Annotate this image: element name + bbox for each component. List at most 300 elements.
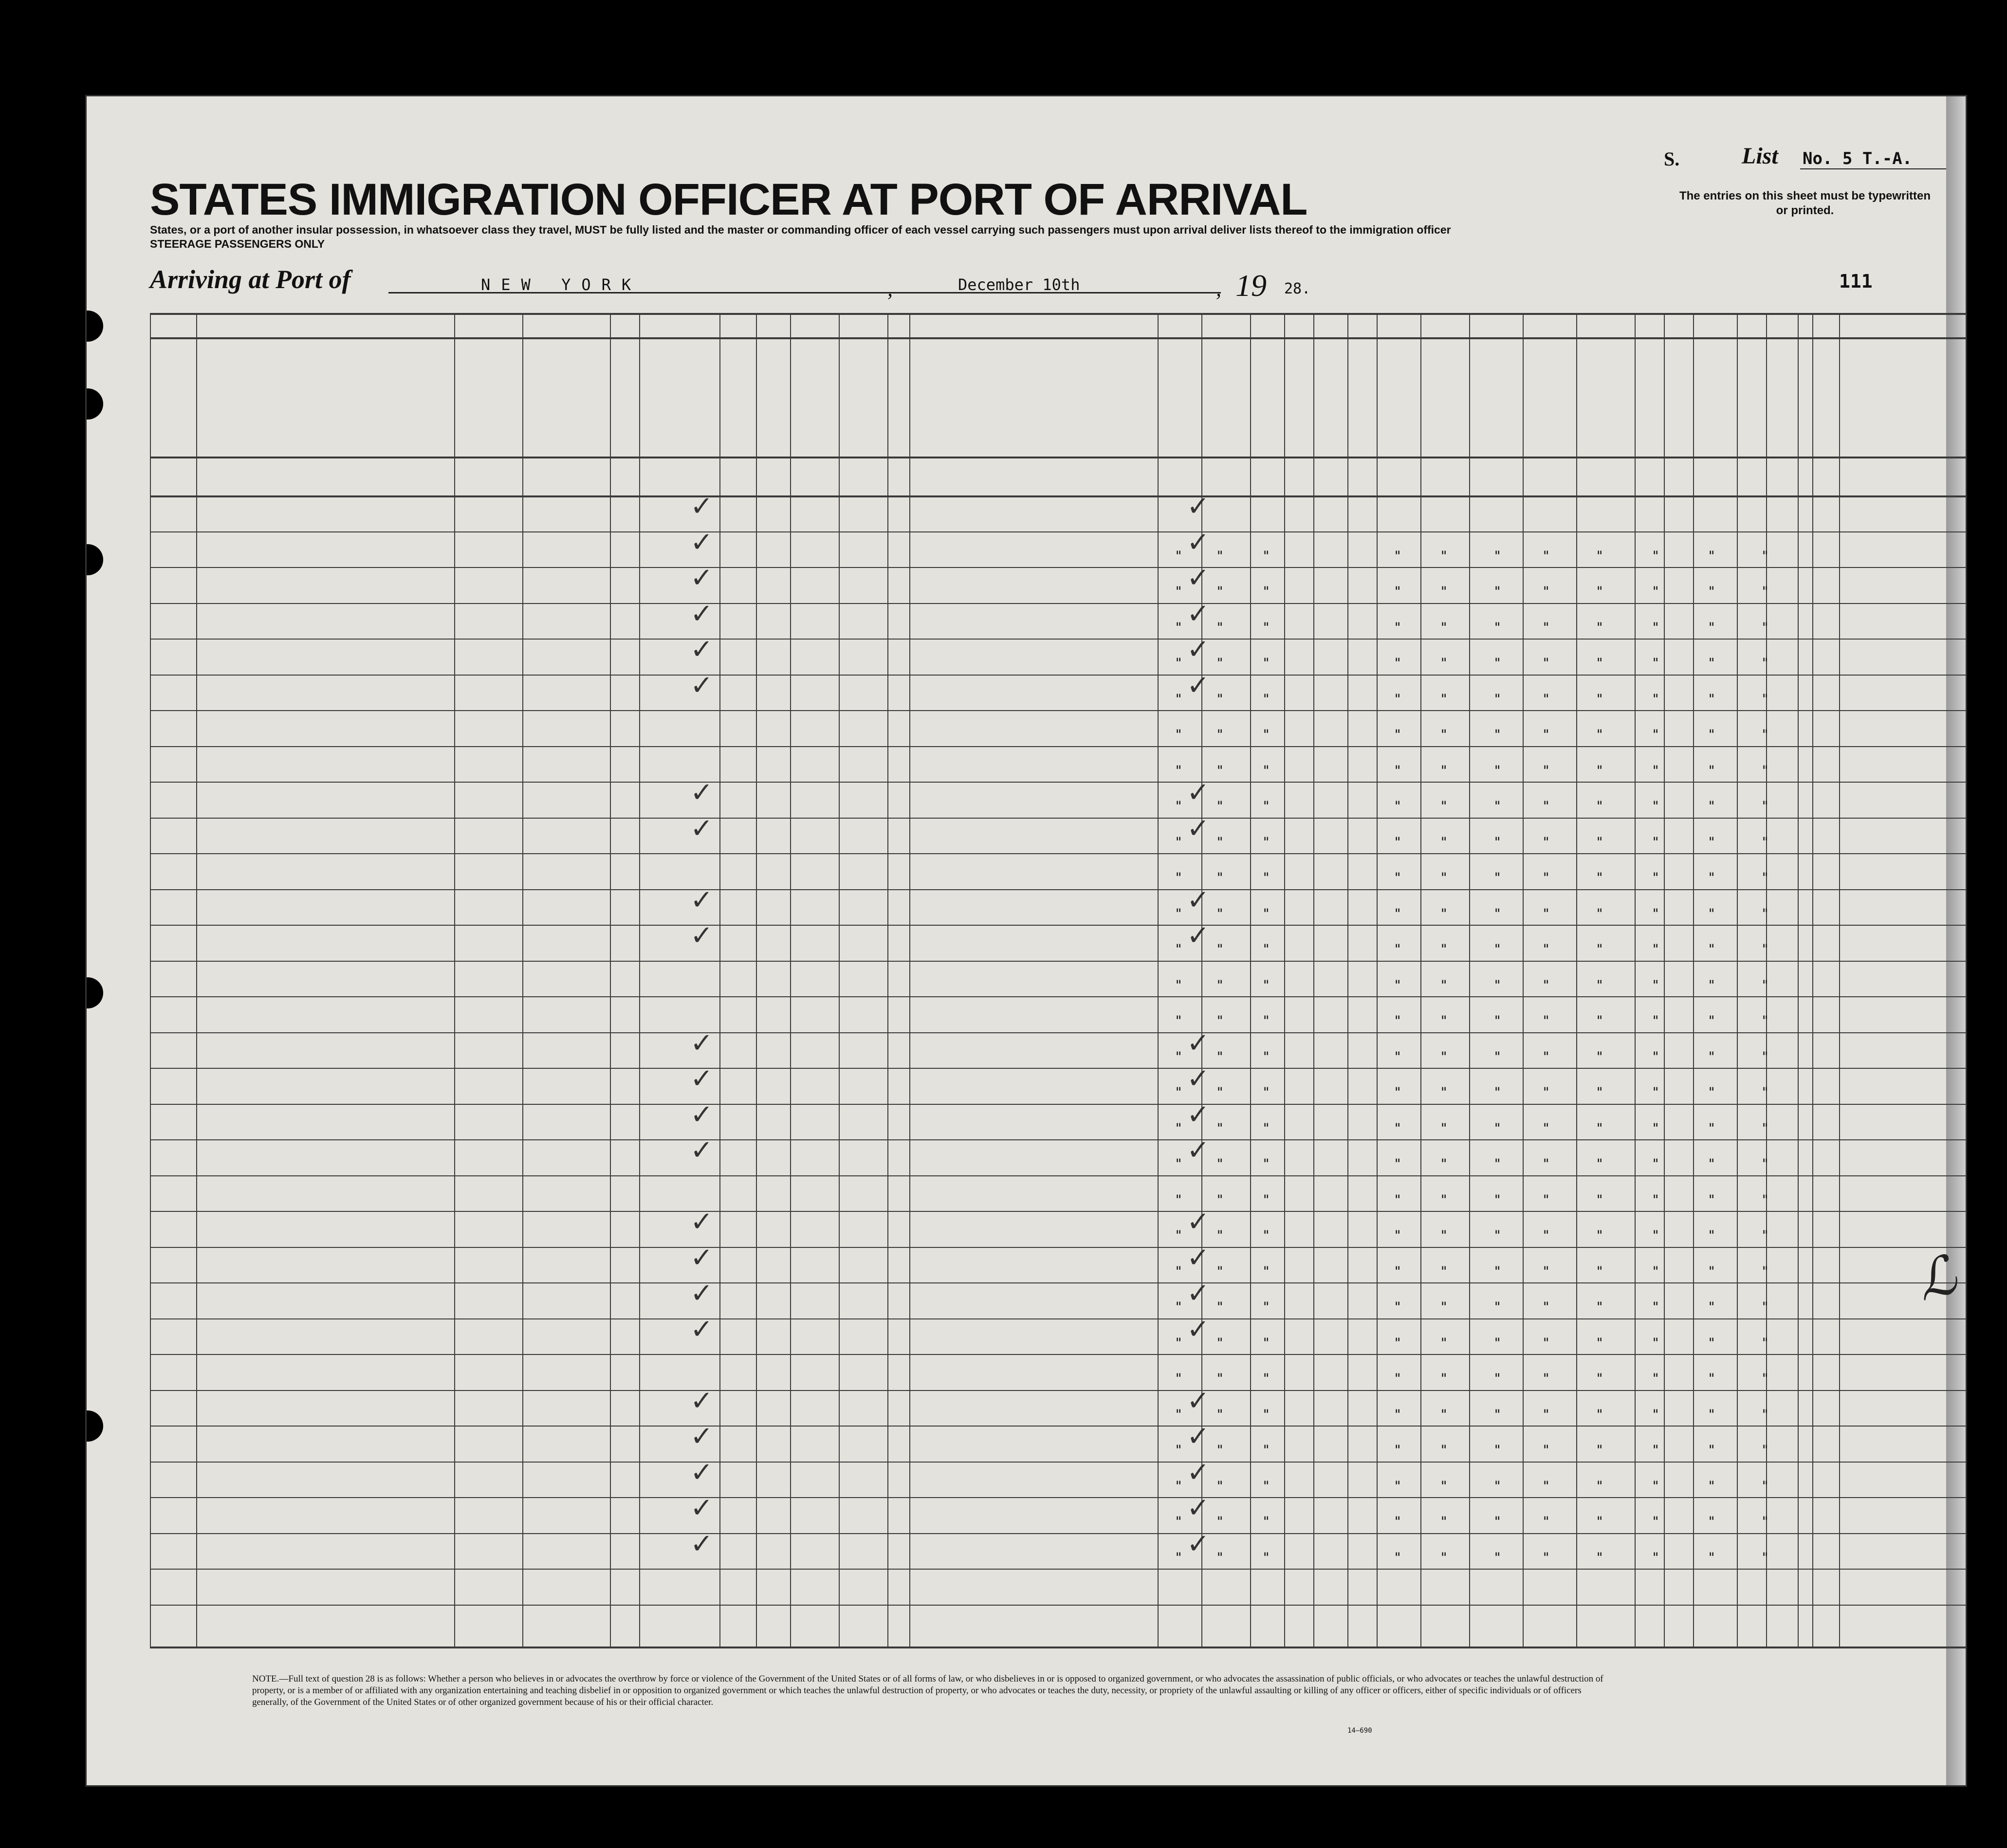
grid-vline: [1635, 313, 1636, 1647]
ditto-mark: ": [1652, 549, 1660, 564]
ditto-mark: ": [1216, 620, 1224, 635]
ditto-mark: ": [1493, 1049, 1502, 1064]
ditto-mark: ": [1175, 1371, 1183, 1386]
grid-vline: [1420, 313, 1421, 1647]
ditto-mark: ": [1216, 727, 1224, 742]
ditto-mark: ": [1708, 620, 1716, 635]
ditto-mark: ": [1440, 1479, 1448, 1494]
ditto-mark: ": [1175, 978, 1183, 993]
ditto-mark: ": [1440, 1443, 1448, 1458]
ditto-mark: ": [1216, 692, 1224, 707]
ditto-mark: ": [1394, 1121, 1402, 1136]
ditto-mark: ": [1652, 1049, 1660, 1064]
ditto-mark: ": [1216, 1264, 1224, 1279]
ditto-mark: ": [1652, 942, 1660, 957]
check-mark: ✓: [1187, 884, 1210, 916]
check-mark: ✓: [1187, 777, 1210, 808]
ditto-mark: ": [1596, 1013, 1604, 1028]
ditto-mark: ": [1652, 1479, 1660, 1494]
grid-hline: [150, 746, 1966, 747]
ditto-mark: ": [1652, 1336, 1660, 1351]
ditto-mark: ": [1440, 727, 1448, 742]
grid-hline: [150, 567, 1966, 568]
ditto-mark: ": [1652, 835, 1660, 850]
ditto-mark: ": [1652, 1443, 1660, 1458]
ditto-mark: ": [1761, 1156, 1769, 1171]
ditto-mark: ": [1542, 1371, 1550, 1386]
check-mark: ✓: [1187, 1134, 1210, 1166]
ditto-mark: ": [1542, 1192, 1550, 1208]
ditto-mark: ": [1542, 1264, 1550, 1279]
class-label: S.: [1664, 148, 1680, 170]
grid-vline: [610, 313, 611, 1647]
ditto-mark: ": [1394, 763, 1402, 778]
ditto-mark: ": [1394, 1407, 1402, 1422]
ditto-mark: ": [1708, 727, 1716, 742]
check-mark: ✓: [690, 813, 713, 844]
grid-hline: [150, 925, 1966, 926]
header-become-citizen: [1255, 357, 1267, 454]
check-mark: ✓: [690, 1099, 713, 1131]
grid-vline: [1693, 313, 1694, 1647]
ditto-mark: ": [1440, 1407, 1448, 1422]
header-feet: [1742, 415, 1753, 454]
page-number: 111: [1839, 271, 1873, 292]
grid-vline: [1523, 313, 1524, 1647]
ditto-mark: ": [1216, 1371, 1224, 1386]
ditto-mark: ": [1708, 1264, 1716, 1279]
ditto-mark: ": [1216, 1299, 1224, 1315]
grid-hline: [150, 1533, 1966, 1534]
ditto-mark: ": [1708, 763, 1716, 778]
check-mark: ✓: [1187, 1457, 1210, 1488]
ditto-mark: ": [1708, 1156, 1716, 1171]
ditto-mark: ": [1262, 620, 1270, 635]
ditto-mark: ": [1262, 692, 1270, 707]
grid-hline: [150, 1354, 1966, 1355]
ditto-mark: ": [1394, 799, 1402, 814]
ditto-mark: ": [1262, 549, 1270, 564]
ditto-mark: ": [1262, 656, 1270, 671]
grid-vline: [1966, 313, 1967, 1647]
ditto-mark: ": [1708, 1407, 1716, 1422]
ditto-mark: ": [1493, 870, 1502, 885]
check-mark: ✓: [690, 1385, 713, 1417]
ditto-mark: ": [1216, 1443, 1224, 1458]
grid-vline: [909, 313, 910, 1647]
grid-vline: [790, 313, 791, 1647]
year-suffix: 28.: [1284, 280, 1311, 297]
ditto-mark: ": [1216, 1550, 1224, 1565]
ditto-mark: ": [1761, 870, 1769, 885]
ditto-mark: ": [1440, 1228, 1448, 1243]
check-mark: ✓: [690, 562, 713, 594]
ditto-mark: ": [1596, 1443, 1604, 1458]
ditto-mark: ": [1394, 870, 1402, 885]
list-underline: [1800, 168, 1946, 169]
ditto-mark: ": [1175, 1121, 1183, 1136]
ditto-mark: ": [1394, 1085, 1402, 1100]
ditto-mark: ": [1493, 906, 1502, 921]
ditto-mark: ": [1761, 1013, 1769, 1028]
punch-hole: [85, 1410, 103, 1442]
ditto-mark: ": [1175, 942, 1183, 957]
punch-hole: [85, 311, 103, 342]
ditto-mark: ": [1493, 1264, 1502, 1279]
grid-hline: [150, 782, 1966, 783]
grid-vline: [887, 313, 888, 1647]
ditto-mark: ": [1596, 1156, 1604, 1171]
ditto-mark: ": [1175, 1085, 1183, 1100]
ditto-mark: ": [1761, 978, 1769, 993]
grid-vline: [1798, 313, 1799, 1647]
ditto-mark: ": [1175, 1514, 1183, 1529]
ditto-mark: ": [1440, 942, 1448, 957]
ditto-mark: ": [1175, 1013, 1183, 1028]
grid-hline: [150, 1647, 1966, 1648]
ditto-mark: ": [1761, 549, 1769, 564]
check-mark: ✓: [1187, 1206, 1210, 1238]
ditto-mark: ": [1262, 1085, 1270, 1100]
ditto-mark: ": [1394, 1228, 1402, 1243]
ditto-mark: ": [1493, 1479, 1502, 1494]
grid-vline: [1469, 313, 1470, 1647]
grid-hline: [150, 1175, 1966, 1176]
ditto-mark: ": [1493, 1443, 1502, 1458]
grid-hline: [150, 1104, 1966, 1105]
ditto-mark: ": [1761, 656, 1769, 671]
ditto-mark: ": [1708, 1479, 1716, 1494]
ditto-mark: ": [1394, 1443, 1402, 1458]
ditto-mark: ": [1761, 1479, 1769, 1494]
page-edge: [1946, 96, 1966, 1785]
ditto-mark: ": [1708, 1121, 1716, 1136]
grid-vline: [150, 313, 151, 1647]
ditto-mark: ": [1394, 1156, 1402, 1171]
ditto-mark: ": [1440, 1550, 1448, 1565]
ditto-mark: ": [1493, 620, 1502, 635]
ditto-mark: ": [1493, 656, 1502, 671]
ditto-mark: ": [1542, 978, 1550, 993]
ditto-mark: ": [1596, 692, 1604, 707]
ditto-mark: ": [1761, 620, 1769, 635]
ditto-mark: ": [1175, 763, 1183, 778]
ditto-mark: ": [1175, 1264, 1183, 1279]
ditto-mark: ": [1394, 1049, 1402, 1064]
ditto-mark: ": [1493, 763, 1502, 778]
ditto-mark: ": [1596, 1264, 1604, 1279]
ditto-mark: ": [1175, 1479, 1183, 1494]
ditto-mark: ": [1708, 1514, 1716, 1529]
ditto-mark: ": [1596, 1192, 1604, 1208]
ditto-mark: ": [1175, 1336, 1183, 1351]
grid-hline: [150, 1211, 1966, 1212]
grid-hline: [150, 1390, 1966, 1391]
ditto-mark: ": [1652, 727, 1660, 742]
ditto-mark: ": [1440, 584, 1448, 599]
ditto-mark: ": [1652, 1156, 1660, 1171]
ditto-mark: ": [1175, 870, 1183, 885]
grid-hline: [150, 1569, 1966, 1570]
subtitle-text: States, or a port of another insular possession, in whatsoever class they travel, MUST be fully listed and the master or commanding officer of each vessel carrying such passengers must upon arrival deliver lists thereof to the immigration officer: [150, 223, 1451, 236]
grid-hline: [150, 1497, 1966, 1498]
ditto-mark: ": [1440, 549, 1448, 564]
ditto-mark: ": [1652, 1085, 1660, 1100]
ditto-mark: ": [1216, 942, 1224, 957]
ditto-mark: ": [1542, 942, 1550, 957]
ditto-mark: ": [1175, 1407, 1183, 1422]
ditto-mark: ": [1652, 1371, 1660, 1386]
ditto-mark: ": [1440, 1121, 1448, 1136]
ditto-mark: ": [1652, 978, 1660, 993]
ditto-mark: ": [1394, 692, 1402, 707]
ditto-mark: ": [1708, 656, 1716, 671]
ditto-mark: ": [1493, 1156, 1502, 1171]
grid-vline: [1377, 313, 1378, 1647]
ditto-mark: ": [1652, 1192, 1660, 1208]
check-mark: ✓: [690, 1457, 713, 1488]
check-mark: ✓: [690, 1063, 713, 1095]
port-value: NEW YORK: [481, 275, 642, 294]
header-overthrow: [1530, 342, 1542, 454]
ditto-mark: ": [1394, 1013, 1402, 1028]
ditto-mark: ": [1493, 1013, 1502, 1028]
ditto-mark: ": [1440, 1192, 1448, 1208]
ditto-mark: ": [1652, 1228, 1660, 1243]
ditto-mark: ": [1262, 835, 1270, 850]
ditto-mark: ": [1394, 978, 1402, 993]
check-mark: ✓: [1187, 562, 1210, 594]
form-number: 14—690: [1347, 1727, 1372, 1735]
ditto-mark: ": [1596, 1299, 1604, 1315]
ditto-mark: ": [1262, 1264, 1270, 1279]
ditto-mark: ": [1708, 942, 1716, 957]
ditto-mark: ": [1542, 1013, 1550, 1028]
ditto-mark: ": [1262, 1407, 1270, 1422]
page-subtitle: [150, 223, 1635, 251]
ditto-mark: ": [1262, 906, 1270, 921]
ditto-mark: ": [1216, 763, 1224, 778]
ditto-mark: ": [1493, 1192, 1502, 1208]
ditto-mark: ": [1216, 656, 1224, 671]
check-mark: ✓: [1187, 1278, 1210, 1309]
check-mark: ✓: [1187, 1492, 1210, 1524]
ditto-mark: ": [1262, 978, 1270, 993]
ditto-mark: ": [1262, 1228, 1270, 1243]
ditto-mark: ": [1440, 1514, 1448, 1529]
ditto-mark: ": [1440, 1013, 1448, 1028]
check-mark: ✓: [1187, 813, 1210, 844]
header-deported: [1639, 342, 1651, 454]
ditto-mark: ": [1596, 549, 1604, 564]
ditto-mark: ": [1652, 1514, 1660, 1529]
ditto-mark: ": [1761, 727, 1769, 742]
ditto-mark: ": [1175, 906, 1183, 921]
ditto-mark: ": [1216, 1156, 1224, 1171]
ditto-mark: ": [1761, 906, 1769, 921]
check-mark: ✓: [690, 527, 713, 558]
check-mark: ✓: [1187, 1063, 1210, 1095]
ditto-mark: ": [1761, 835, 1769, 850]
grid-vline: [1576, 313, 1577, 1647]
grid-hline: [150, 639, 1966, 640]
ditto-mark: ": [1596, 1514, 1604, 1529]
ditto-mark: ": [1440, 1336, 1448, 1351]
ditto-mark: ": [1652, 620, 1660, 635]
ditto-mark: ": [1542, 1443, 1550, 1458]
ditto-mark: ": [1652, 1264, 1660, 1279]
ditto-mark: ": [1708, 835, 1716, 850]
grid-hline: [150, 1282, 1966, 1283]
grid-vline: [522, 313, 523, 1647]
header-anarchist: [1476, 342, 1488, 454]
ditto-mark: ": [1440, 1299, 1448, 1315]
grid-hline: [150, 1139, 1966, 1140]
ditto-mark: ": [1542, 549, 1550, 564]
grid-vline: [1250, 313, 1251, 1647]
ditto-mark: ": [1596, 835, 1604, 850]
ditto-mark: ": [1216, 1049, 1224, 1064]
footnote: NOTE.—Full text of question 28 is as follows: Whether a person who believes in or advocates the overthrow by force or violence of the Government of the United States or of all forms of law, or who disbelieves in or is opposed to organized government, or who advocates the assassination of public officials, or who advocates or teaches the unlawful destruction of property, or is a member of or affiliated with any organization entertaining and teaching disbelief in or opposition to organized government or which teaches the unlawful destruction of property, or who advocates or teaches the duty, necessity, or propriety of the unlawful assaulting or killing of any officer or officers, either of specific individuals or of officers generally, of the Government of the United States or of other organized government because of his or their official character.: [252, 1674, 1603, 1707]
header-money-50: [722, 342, 734, 454]
ditto-mark: ": [1394, 1514, 1402, 1529]
check-mark: ✓: [690, 1242, 713, 1274]
punch-hole: [85, 977, 103, 1008]
ditto-mark: ": [1216, 835, 1224, 850]
ditto-mark: ": [1216, 1514, 1224, 1529]
ditto-mark: ": [1652, 1121, 1660, 1136]
ditto-mark: ": [1708, 1336, 1716, 1351]
ditto-mark: ": [1440, 870, 1448, 885]
ditto-mark: ": [1175, 799, 1183, 814]
ditto-mark: ": [1493, 799, 1502, 814]
check-mark: ✓: [1187, 598, 1210, 630]
ditto-mark: ": [1394, 1336, 1402, 1351]
ditto-mark: ": [1542, 1156, 1550, 1171]
ditto-mark: ": [1761, 584, 1769, 599]
ditto-mark: ": [1761, 1371, 1769, 1386]
ditto-mark: ": [1394, 549, 1402, 564]
ditto-mark: ": [1394, 1550, 1402, 1565]
list-label: List: [1742, 143, 1778, 169]
grid-hline: [150, 889, 1966, 890]
ditto-mark: ": [1175, 620, 1183, 635]
header-inches: [1771, 415, 1783, 454]
ditto-mark: ": [1761, 1228, 1769, 1243]
ditto-mark: ": [1394, 1264, 1402, 1279]
ditto-mark: ": [1394, 620, 1402, 635]
grid-hline: [150, 1032, 1966, 1033]
header-ticket: [615, 342, 626, 454]
ditto-mark: ": [1394, 727, 1402, 742]
ditto-mark: ": [1175, 656, 1183, 671]
grid-vline: [639, 313, 640, 1647]
ditto-mark: ": [1216, 1121, 1224, 1136]
ditto-mark: ": [1542, 1479, 1550, 1494]
ditto-mark: ": [1708, 1192, 1716, 1208]
ditto-mark: ": [1596, 1085, 1604, 1100]
ditto-mark: ": [1262, 1192, 1270, 1208]
header-prison: [1381, 342, 1393, 454]
ditto-mark: ": [1708, 978, 1716, 993]
ditto-mark: ": [1761, 1514, 1769, 1529]
ditto-mark: ": [1440, 1085, 1448, 1100]
ditto-mark: ": [1493, 1336, 1502, 1351]
ditto-mark: ": [1262, 870, 1270, 885]
ditto-mark: ": [1216, 1013, 1224, 1028]
grid-hline: [150, 495, 1966, 497]
check-mark: ✓: [690, 670, 713, 701]
ditto-mark: ": [1493, 1085, 1502, 1100]
ditto-mark: ": [1175, 692, 1183, 707]
ditto-mark: ": [1708, 1085, 1716, 1100]
ditto-mark: ": [1262, 799, 1270, 814]
ditto-mark: ": [1761, 1407, 1769, 1422]
ditto-mark: ": [1652, 584, 1660, 599]
ditto-mark: ": [1761, 1264, 1769, 1279]
ditto-mark: ": [1440, 978, 1448, 993]
ditto-mark: ": [1761, 799, 1769, 814]
ditto-mark: ": [1262, 727, 1270, 742]
ditto-mark: ": [1596, 1371, 1604, 1386]
check-mark: ✓: [1187, 634, 1210, 665]
ditto-mark: ": [1542, 799, 1550, 814]
check-mark: ✓: [1187, 670, 1210, 701]
grid-vline: [1664, 313, 1665, 1647]
arrival-date: December 10th: [958, 275, 1080, 294]
ditto-mark: ": [1652, 870, 1660, 885]
ditto-mark: ": [1596, 1550, 1604, 1565]
check-mark: ✓: [690, 920, 713, 951]
check-mark: ✓: [1187, 491, 1210, 522]
ditto-mark: ": [1175, 1192, 1183, 1208]
grid-vline: [1313, 313, 1314, 1647]
ditto-mark: ": [1542, 620, 1550, 635]
ditto-mark: ": [1596, 656, 1604, 671]
ditto-mark: ": [1652, 799, 1660, 814]
ditto-mark: ": [1761, 1085, 1769, 1100]
ditto-mark: ": [1708, 799, 1716, 814]
ditto-mark: ": [1262, 1443, 1270, 1458]
ditto-mark: ": [1262, 1336, 1270, 1351]
comma: ,: [1216, 277, 1221, 301]
ditto-mark: ": [1761, 1049, 1769, 1064]
ditto-mark: ": [1542, 1336, 1550, 1351]
page-title: STATES IMMIGRATION OFFICER AT PORT OF ARRIVAL: [150, 175, 1307, 224]
ditto-mark: ": [1175, 584, 1183, 599]
ditto-mark: ": [1542, 1550, 1550, 1565]
ditto-mark: ": [1708, 1443, 1716, 1458]
ditto-mark: ": [1708, 1299, 1716, 1315]
ditto-mark: ": [1394, 584, 1402, 599]
ditto-mark: ": [1596, 1121, 1604, 1136]
ditto-mark: ": [1262, 1299, 1270, 1315]
ditto-mark: ": [1761, 1550, 1769, 1565]
ditto-mark: ": [1596, 1479, 1604, 1494]
grid-hline: [150, 675, 1966, 676]
ditto-mark: ": [1493, 1550, 1502, 1565]
ditto-mark: ": [1652, 1550, 1660, 1565]
grid-hline: [150, 710, 1966, 711]
ditto-mark: ": [1596, 727, 1604, 742]
ditto-mark: ": [1216, 1407, 1224, 1422]
check-mark: ✓: [1187, 1385, 1210, 1417]
check-mark: ✓: [690, 884, 713, 916]
grid-hline: [150, 1318, 1966, 1319]
grid-hline: [150, 337, 1966, 339]
ditto-mark: ": [1175, 1049, 1183, 1064]
ditto-mark: ": [1708, 1049, 1716, 1064]
